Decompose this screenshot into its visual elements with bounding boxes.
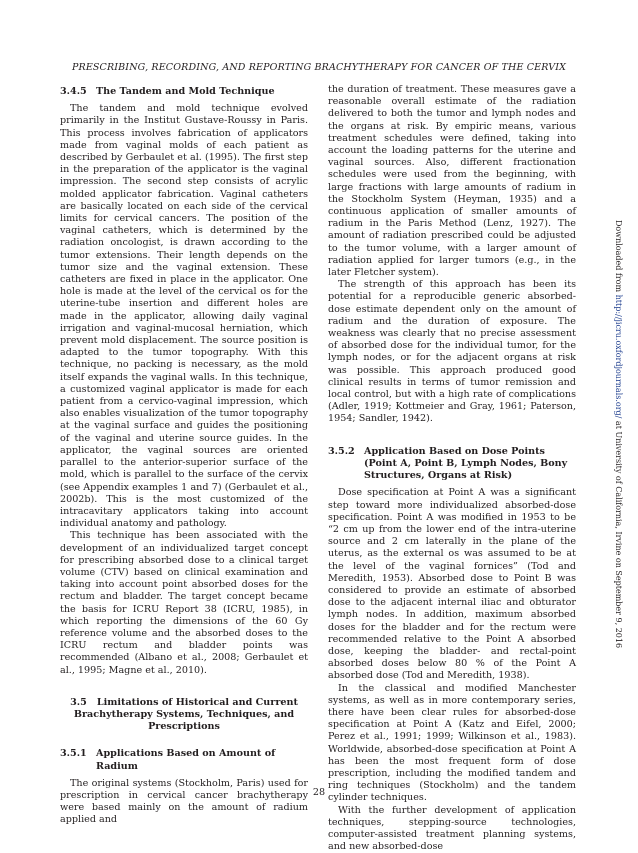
paragraph: The original systems (Stockholm, Paris) used for prescription in cervical cancer brachytherapy were based mainly on the amount of radium applied and: [60, 777, 308, 826]
download-prefix: Downloaded from: [614, 220, 623, 295]
section-number: 3.5: [70, 696, 87, 708]
paragraph: This technique has been associated with the development of an individualized target concept for prescribing absorbed dose to a clinical target volume (CTV) based on clinical examination and taking into account point absorbed doses for the rectum and bladder. The target concept became the basis for ICRU Report 38 (ICRU, 1985), in which reporting the dimensions of the 60 Gy reference volume and the absorbed doses to the ICRU rectum and bladder points was recommended (Albano et al., 2008; Gerbaulet et al., 1995; Magne et al., 2010).: [60, 530, 308, 676]
paragraph: Dose specification at Point A was a significant step toward more individualized absorbed-dose specification. Point A was modified in 1953 to be “2 cm up from the lower end of the intra-uterine source and 2 cm laterally in the plane of the uterus, as the external os was assumed to be at the level of the vaginal fornices” (Tod and Meredith, 1953). Absorbed dose to Point B was considered to provide an estimate of absorbed dose to the adjacent internal iliac and obturator lymph nodes. In addition, maximum absorbed doses for the bladder and for the rectum were recommended relative to the Point A absorbed dose, keeping the bladder- and rectal-point absorbed doses below 80 % of the Point A absorbed dose (Tod and Meredith, 1938).: [328, 487, 576, 682]
section-heading-3-5-1: [60, 748, 308, 772]
section-heading-3-4-5: [60, 86, 308, 98]
section-number: 3.4.5: [60, 86, 87, 97]
download-notice: [614, 220, 623, 648]
right-column: [328, 84, 576, 853]
running-header: PRESCRIBING, RECORDING, AND REPORTING BRACHYTHERAPY FOR CANCER OF THE CERVIX: [71, 62, 567, 73]
section-number: 3.5.2: [328, 445, 355, 457]
paragraph: The tandem and mold technique evolved primarily in the Institut Gustave-Roussy in Paris. This process involves fabrication of applicators made from vaginal molds of each patient as described by Gerbaulet et al. (1995). The first step in the preparation of the applicator is the vaginal impression. The second step consists of acrylic molded applicator fabrication. Vaginal catheters are basically located on each side of the cervical limits for cervical cancers. The position of the vaginal catheters, which is determined by the radiation oncologist, is drawn according to the tumor extensions. Their length depends on the tumor size and the vaginal extension. These catheters are fixed in place in the applicator. One hole is made at the level of the cervical os for the uterine-tube insertion and different holes are made in the applicator, allowing daily vaginal irrigation and vaginal-mucosal herniation, which prevent mold displacement. The source position is adapted to the tumor topography. With this technique, no packing is necessary, as the mold itself expands the vaginal walls. In this technique, a customized vaginal applicator is made for each patient from a cervico-vaginal impression, which also enables visualization of the tumor topography at the vaginal surface and guides the positioning of the vaginal and uterine source guides. In the applicator, the vaginal sources are oriented parallel to the anterior-superior surface of the mold, which is parallel to the surface of the cervix (see Appendix examples 1 and 7) (Gerbaulet et al., 2002b). This is the most customized of the intracavitary applicators taking into account individual anatomy and pathology.: [60, 103, 308, 530]
section-number: 3.5.1: [60, 748, 87, 760]
section-heading-3-5-2: [328, 446, 576, 483]
left-column: [60, 86, 308, 827]
section-title: Application Based on Dose Points (Point A, Point B, Lymph Nodes, Bony Structures, Organs at Risk): [364, 445, 568, 482]
section-heading-3-5: [60, 697, 308, 734]
download-suffix: at University of California, Irvine on September 9, 2016: [614, 418, 623, 649]
paragraph: The strength of this approach has been its potential for a reproducible generic absorbed-dose estimate dependent only on the amount of radium and the duration of exposure. The weakness was clearly that no precise assessment of absorbed dose for the individual tumor, for the lymph nodes, or for the adjacent organs at risk was possible. This approach produced good clinical results in terms of tumor remission and local control, but with a high rate of complications (Adler, 1919; Kottmeier and Gray, 1961; Paterson, 1954; Sandler, 1942).: [328, 279, 576, 425]
download-sidebar: [609, 220, 623, 649]
journal-link[interactable]: http://jicru.oxfordjournals.org/: [614, 294, 623, 419]
section-title: Limitations of Historical and Current Brachytherapy Systems, Techniques, and Prescriptions: [73, 696, 298, 733]
section-title: The Tandem and Mold Technique: [96, 86, 275, 97]
section-title: Applications Based on Amount of Radium: [96, 748, 276, 772]
paragraph: With the further development of application techniques, stepping-source technologies, computer-assisted treatment planning systems, and new absorbed-dose: [328, 804, 576, 853]
paragraph: In the classical and modified Manchester systems, as well as in more contemporary series, there have been clear rules for absorbed-dose specification at Point A (Katz and Eifel, 2000; Perez et al., 1991; 1999; Wilkinson et al., 1983). Worldwide, absorbed-dose specification at Point A has been the most frequent form of dose prescription, including the modified tandem and ring techniques (Stockholm) and the tandem cylinder techniques.: [328, 682, 576, 804]
paragraph: the duration of treatment. These measures gave a reasonable overall estimate of the radiation delivered to both the tumor and lymph nodes and the organs at risk. By empiric means, various treatment schedules were defined, taking into account the loading patterns for the uterine and vaginal sources. Also, different fractionation schedules were used from the beginning, with large fractions with large amounts of radium in the Stockholm System (Heyman, 1935) and a continuous application of smaller amounts of radium in the Paris Method (Lenz, 1927). The amount of radiation prescribed could be adjusted to the tumor volume, with a larger amount of radiation applied for larger tumors (e.g., in the later Fletcher system).: [328, 84, 576, 279]
page-number: 28: [312, 787, 326, 798]
